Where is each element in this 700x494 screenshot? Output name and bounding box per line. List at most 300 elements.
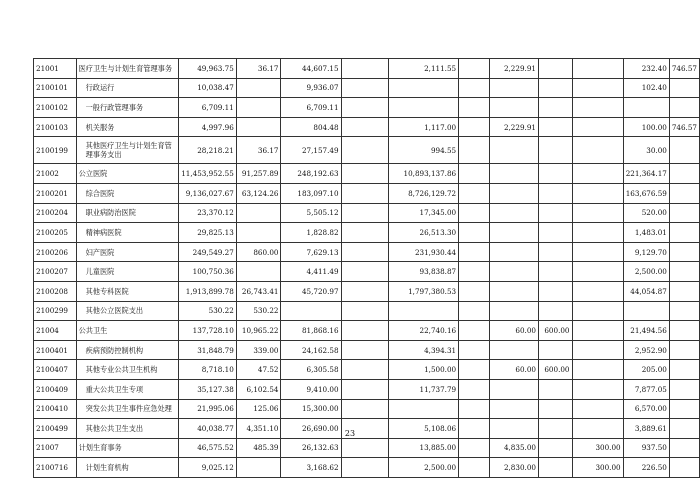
subject-name-text: 行政运行 — [85, 83, 115, 93]
amount-cell — [341, 262, 388, 282]
amount-cell: 860.00 — [236, 242, 281, 262]
amount-cell: 13,885.00 — [388, 438, 459, 458]
amount-cell: 28,218.21 — [178, 137, 236, 164]
amount-cell — [341, 223, 388, 243]
amount-cell: 746.57 — [669, 117, 699, 137]
subject-name-cell — [76, 379, 178, 399]
amount-cell — [538, 203, 572, 223]
amount-cell — [572, 301, 623, 321]
subject-name-text: 医疗卫生与计划生育管理事务 — [78, 63, 173, 73]
amount-cell: 1,913,899.78 — [178, 281, 236, 301]
table-body — [34, 59, 700, 478]
amount-cell — [388, 399, 459, 419]
amount-cell: 4,835.00 — [490, 438, 539, 458]
amount-cell: 21,995.06 — [178, 399, 236, 419]
amount-cell — [459, 242, 490, 262]
subject-name-cell — [76, 242, 178, 262]
amount-cell: 804.48 — [281, 117, 341, 137]
amount-cell — [538, 78, 572, 98]
amount-cell: 6,709.11 — [281, 98, 341, 118]
amount-cell: 226.50 — [623, 458, 669, 478]
amount-cell — [341, 137, 388, 164]
subject-name-text: 职业病防治医院 — [85, 208, 136, 218]
amount-cell — [459, 98, 490, 118]
amount-cell — [459, 164, 490, 184]
amount-cell — [341, 78, 388, 98]
amount-cell — [538, 117, 572, 137]
subject-name-text: 精神病医院 — [85, 227, 122, 237]
amount-cell — [538, 399, 572, 419]
amount-cell: 36.17 — [236, 137, 281, 164]
amount-cell — [490, 379, 539, 399]
table-row — [34, 78, 700, 98]
amount-cell: 60.00 — [490, 321, 539, 341]
amount-cell: 7,629.13 — [281, 242, 341, 262]
amount-cell — [341, 59, 388, 79]
amount-cell — [538, 183, 572, 203]
subject-code-cell: 2100102 — [34, 98, 77, 118]
amount-cell — [669, 203, 699, 223]
amount-cell — [572, 117, 623, 137]
table-row — [34, 164, 700, 184]
amount-cell: 15,300.00 — [281, 399, 341, 419]
amount-cell: 530.22 — [178, 301, 236, 321]
amount-cell: 9,129.70 — [623, 242, 669, 262]
amount-cell — [538, 458, 572, 478]
subject-code-cell: 2100716 — [34, 458, 77, 478]
amount-cell — [341, 458, 388, 478]
subject-code-cell: 2100208 — [34, 281, 77, 301]
amount-cell: 30.00 — [623, 137, 669, 164]
amount-cell: 26,132.63 — [281, 438, 341, 458]
amount-cell — [341, 360, 388, 380]
subject-code-cell: 2100499 — [34, 419, 77, 439]
amount-cell — [490, 399, 539, 419]
page-number: 23 — [344, 429, 356, 438]
amount-cell: 6,102.54 — [236, 379, 281, 399]
amount-cell — [236, 98, 281, 118]
amount-cell — [538, 59, 572, 79]
amount-cell: 530.22 — [236, 301, 281, 321]
amount-cell: 6,570.00 — [623, 399, 669, 419]
amount-cell — [236, 203, 281, 223]
amount-cell: 2,830.00 — [490, 458, 539, 478]
table-row — [34, 340, 700, 360]
amount-cell: 125.06 — [236, 399, 281, 419]
amount-cell — [341, 321, 388, 341]
amount-cell — [459, 301, 490, 321]
subject-code-cell: 2100409 — [34, 379, 77, 399]
subject-name-text: 一般行政管理事务 — [85, 102, 144, 112]
amount-cell — [490, 262, 539, 282]
amount-cell — [538, 164, 572, 184]
amount-cell — [572, 98, 623, 118]
amount-cell — [459, 321, 490, 341]
table-row — [34, 360, 700, 380]
amount-cell — [341, 242, 388, 262]
amount-cell — [669, 262, 699, 282]
amount-cell: 45,720.97 — [281, 281, 341, 301]
amount-cell: 10,965.22 — [236, 321, 281, 341]
subject-name-text: 其他专业公共卫生机构 — [85, 365, 158, 375]
subject-name-cell — [76, 340, 178, 360]
amount-cell: 49,963.75 — [178, 59, 236, 79]
amount-cell — [341, 340, 388, 360]
amount-cell — [572, 59, 623, 79]
subject-name-cell — [76, 223, 178, 243]
table-row — [34, 262, 700, 282]
amount-cell: 2,229.91 — [490, 117, 539, 137]
amount-cell: 9,025.12 — [178, 458, 236, 478]
amount-cell: 44,607.15 — [281, 59, 341, 79]
subject-name-cell — [76, 458, 178, 478]
amount-cell: 36.17 — [236, 59, 281, 79]
amount-cell: 23,370.12 — [178, 203, 236, 223]
amount-cell: 1,483.01 — [623, 223, 669, 243]
amount-cell — [459, 340, 490, 360]
subject-code-cell: 2100407 — [34, 360, 77, 380]
amount-cell: 9,410.00 — [281, 379, 341, 399]
amount-cell — [669, 399, 699, 419]
amount-cell — [669, 183, 699, 203]
amount-cell — [490, 203, 539, 223]
subject-name-cell — [76, 360, 178, 380]
subject-code-cell: 2100401 — [34, 340, 77, 360]
table-row — [34, 98, 700, 118]
subject-name-text: 计划生育机构 — [85, 463, 129, 473]
amount-cell: 937.50 — [623, 438, 669, 458]
subject-name-cell — [76, 78, 178, 98]
amount-cell — [538, 301, 572, 321]
amount-cell: 300.00 — [572, 438, 623, 458]
amount-cell — [669, 223, 699, 243]
table-row — [34, 203, 700, 223]
amount-cell: 4,411.49 — [281, 262, 341, 282]
amount-cell — [388, 301, 459, 321]
subject-name-text: 其他专科医院 — [85, 286, 129, 296]
amount-cell — [490, 164, 539, 184]
subject-code-cell: 2100204 — [34, 203, 77, 223]
amount-cell — [236, 78, 281, 98]
amount-cell: 100.00 — [623, 117, 669, 137]
amount-cell — [538, 223, 572, 243]
subject-code-cell: 2100199 — [34, 137, 77, 164]
amount-cell: 1,797,380.53 — [388, 281, 459, 301]
amount-cell — [459, 59, 490, 79]
amount-cell: 10,038.47 — [178, 78, 236, 98]
subject-name-text: 公共卫生 — [78, 325, 108, 335]
amount-cell — [538, 137, 572, 164]
amount-cell — [459, 223, 490, 243]
amount-cell: 221,364.17 — [623, 164, 669, 184]
amount-cell: 600.00 — [538, 321, 572, 341]
amount-cell: 3,168.62 — [281, 458, 341, 478]
amount-cell — [341, 379, 388, 399]
amount-cell: 9,136,027.67 — [178, 183, 236, 203]
amount-cell — [538, 340, 572, 360]
table-row — [34, 379, 700, 399]
subject-code-cell: 21002 — [34, 164, 77, 184]
amount-cell — [572, 262, 623, 282]
amount-cell — [669, 340, 699, 360]
amount-cell — [623, 98, 669, 118]
amount-cell: 81,868.16 — [281, 321, 341, 341]
subject-code-cell: 2100201 — [34, 183, 77, 203]
amount-cell: 4,394.31 — [388, 340, 459, 360]
amount-cell — [341, 164, 388, 184]
table-row — [34, 399, 700, 419]
amount-cell: 4,351.10 — [236, 419, 281, 439]
subject-code-cell: 2100410 — [34, 399, 77, 419]
amount-cell: 232.40 — [623, 59, 669, 79]
subject-name-text: 综合医院 — [85, 188, 115, 198]
amount-cell — [572, 223, 623, 243]
amount-cell: 27,157.49 — [281, 137, 341, 164]
amount-cell — [490, 78, 539, 98]
subject-name-cell — [76, 203, 178, 223]
amount-cell — [669, 301, 699, 321]
subject-name-cell — [76, 438, 178, 458]
amount-cell — [341, 183, 388, 203]
amount-cell — [490, 242, 539, 262]
table-row — [34, 223, 700, 243]
amount-cell: 35,127.38 — [178, 379, 236, 399]
amount-cell — [341, 98, 388, 118]
amount-cell: 29,825.13 — [178, 223, 236, 243]
amount-cell: 520.00 — [623, 203, 669, 223]
amount-cell: 485.39 — [236, 438, 281, 458]
subject-code-cell: 21001 — [34, 59, 77, 79]
amount-cell: 31,848.79 — [178, 340, 236, 360]
table-row — [34, 242, 700, 262]
amount-cell — [388, 98, 459, 118]
amount-cell: 6,709.11 — [178, 98, 236, 118]
amount-cell — [572, 340, 623, 360]
amount-cell — [669, 379, 699, 399]
subject-name-cell — [76, 137, 178, 164]
amount-cell — [572, 137, 623, 164]
amount-cell: 6,305.58 — [281, 360, 341, 380]
subject-name-cell — [76, 164, 178, 184]
amount-cell — [341, 117, 388, 137]
amount-cell — [236, 262, 281, 282]
amount-cell: 339.00 — [236, 340, 281, 360]
amount-cell: 47.52 — [236, 360, 281, 380]
amount-cell — [669, 281, 699, 301]
amount-cell: 5,505.12 — [281, 203, 341, 223]
amount-cell: 40,038.77 — [178, 419, 236, 439]
amount-cell: 746.57 — [669, 59, 699, 79]
amount-cell — [459, 360, 490, 380]
amount-cell: 91,257.89 — [236, 164, 281, 184]
amount-cell — [459, 458, 490, 478]
amount-cell — [459, 399, 490, 419]
amount-cell — [572, 281, 623, 301]
amount-cell — [341, 438, 388, 458]
amount-cell: 248,192.63 — [281, 164, 341, 184]
subject-name-cell — [76, 262, 178, 282]
amount-cell — [669, 98, 699, 118]
amount-cell — [572, 360, 623, 380]
amount-cell — [459, 379, 490, 399]
amount-cell — [572, 242, 623, 262]
amount-cell: 26,513.30 — [388, 223, 459, 243]
amount-cell — [669, 360, 699, 380]
amount-cell: 249,549.27 — [178, 242, 236, 262]
amount-cell: 21,494.56 — [623, 321, 669, 341]
table-row — [34, 301, 700, 321]
amount-cell: 17,345.00 — [388, 203, 459, 223]
amount-cell: 2,500.00 — [388, 458, 459, 478]
amount-cell: 8,718.10 — [178, 360, 236, 380]
amount-cell — [490, 183, 539, 203]
amount-cell — [669, 78, 699, 98]
amount-cell — [538, 262, 572, 282]
amount-cell: 24,162.58 — [281, 340, 341, 360]
amount-cell — [281, 301, 341, 321]
amount-cell — [669, 137, 699, 164]
amount-cell — [572, 78, 623, 98]
amount-cell — [538, 281, 572, 301]
amount-cell: 600.00 — [538, 360, 572, 380]
amount-cell: 22,740.16 — [388, 321, 459, 341]
amount-cell: 994.55 — [388, 137, 459, 164]
amount-cell — [572, 183, 623, 203]
amount-cell — [572, 164, 623, 184]
amount-cell: 300.00 — [572, 458, 623, 478]
amount-cell: 1,828.82 — [281, 223, 341, 243]
amount-cell: 2,952.90 — [623, 340, 669, 360]
subject-code-cell: 2100206 — [34, 242, 77, 262]
amount-cell: 163,676.59 — [623, 183, 669, 203]
amount-cell — [572, 399, 623, 419]
table-row — [34, 137, 700, 164]
amount-cell — [490, 98, 539, 118]
subject-name-cell — [76, 301, 178, 321]
amount-cell — [459, 281, 490, 301]
amount-cell — [341, 399, 388, 419]
amount-cell — [538, 379, 572, 399]
subject-name-cell — [76, 321, 178, 341]
subject-code-cell: 2100207 — [34, 262, 77, 282]
subject-name-text: 儿童医院 — [85, 267, 115, 277]
subject-name-text: 其他医疗卫生与计划生育管理事务支出 — [85, 140, 172, 160]
table-row — [34, 281, 700, 301]
amount-cell: 137,728.10 — [178, 321, 236, 341]
amount-cell — [572, 203, 623, 223]
amount-cell — [341, 301, 388, 321]
subject-code-cell: 2100205 — [34, 223, 77, 243]
subject-name-text: 妇产医院 — [85, 247, 115, 257]
table-row — [34, 117, 700, 137]
amount-cell: 26,743.41 — [236, 281, 281, 301]
amount-cell — [388, 78, 459, 98]
amount-cell: 2,229.91 — [490, 59, 539, 79]
amount-cell — [538, 242, 572, 262]
subject-name-text: 机关服务 — [85, 122, 115, 132]
table-row — [34, 438, 700, 458]
amount-cell: 2,111.55 — [388, 59, 459, 79]
amount-cell: 2,500.00 — [623, 262, 669, 282]
amount-cell: 3,889.61 — [623, 419, 669, 439]
amount-cell: 63,124.26 — [236, 183, 281, 203]
amount-cell — [669, 458, 699, 478]
subject-code-cell: 21004 — [34, 321, 77, 341]
amount-cell — [538, 438, 572, 458]
amount-cell — [236, 458, 281, 478]
amount-cell: 93,838.87 — [388, 262, 459, 282]
amount-cell — [490, 340, 539, 360]
table-row — [34, 59, 700, 79]
amount-cell — [572, 321, 623, 341]
subject-name-cell — [76, 399, 178, 419]
amount-cell — [459, 137, 490, 164]
amount-cell — [459, 117, 490, 137]
amount-cell — [459, 203, 490, 223]
amount-cell: 44,054.87 — [623, 281, 669, 301]
table-row — [34, 183, 700, 203]
amount-cell: 11,737.79 — [388, 379, 459, 399]
subject-code-cell: 2100103 — [34, 117, 77, 137]
subject-code-cell: 2100299 — [34, 301, 77, 321]
amount-cell: 102.40 — [623, 78, 669, 98]
amount-cell — [459, 262, 490, 282]
subject-code-cell: 21007 — [34, 438, 77, 458]
subject-name-text: 其他公立医院支出 — [85, 306, 144, 316]
amount-cell: 8,726,129.72 — [388, 183, 459, 203]
table-row — [34, 321, 700, 341]
amount-cell: 11,453,952.55 — [178, 164, 236, 184]
amount-cell — [459, 183, 490, 203]
amount-cell: 231,930.44 — [388, 242, 459, 262]
amount-cell: 5,108.06 — [388, 419, 459, 439]
amount-cell — [538, 98, 572, 118]
amount-cell: 183,097.10 — [281, 183, 341, 203]
amount-cell: 205.00 — [623, 360, 669, 380]
subject-name-cell — [76, 183, 178, 203]
subject-name-text: 公立医院 — [78, 169, 108, 179]
amount-cell — [490, 281, 539, 301]
subject-name-cell — [76, 98, 178, 118]
amount-cell: 4,997.96 — [178, 117, 236, 137]
subject-name-text: 计划生育事务 — [78, 443, 122, 453]
amount-cell — [572, 379, 623, 399]
amount-cell — [341, 203, 388, 223]
expenditure-table — [33, 58, 700, 478]
amount-cell: 60.00 — [490, 360, 539, 380]
amount-cell: 7,877.05 — [623, 379, 669, 399]
amount-cell — [669, 242, 699, 262]
amount-cell — [459, 438, 490, 458]
amount-cell — [490, 223, 539, 243]
amount-cell — [623, 301, 669, 321]
amount-cell — [236, 223, 281, 243]
amount-cell: 1,500.00 — [388, 360, 459, 380]
amount-cell — [459, 78, 490, 98]
subject-name-cell — [76, 59, 178, 79]
subject-name-text: 其他公共卫生支出 — [85, 423, 144, 433]
subject-name-cell — [76, 281, 178, 301]
amount-cell: 9,936.07 — [281, 78, 341, 98]
amount-cell: 10,893,137.86 — [388, 164, 459, 184]
amount-cell: 26,690.00 — [281, 419, 341, 439]
subject-code-cell: 2100101 — [34, 78, 77, 98]
table-row — [34, 458, 700, 478]
amount-cell — [490, 137, 539, 164]
amount-cell — [236, 117, 281, 137]
subject-name-text: 突发公共卫生事件应急处理 — [85, 404, 172, 414]
amount-cell — [341, 281, 388, 301]
